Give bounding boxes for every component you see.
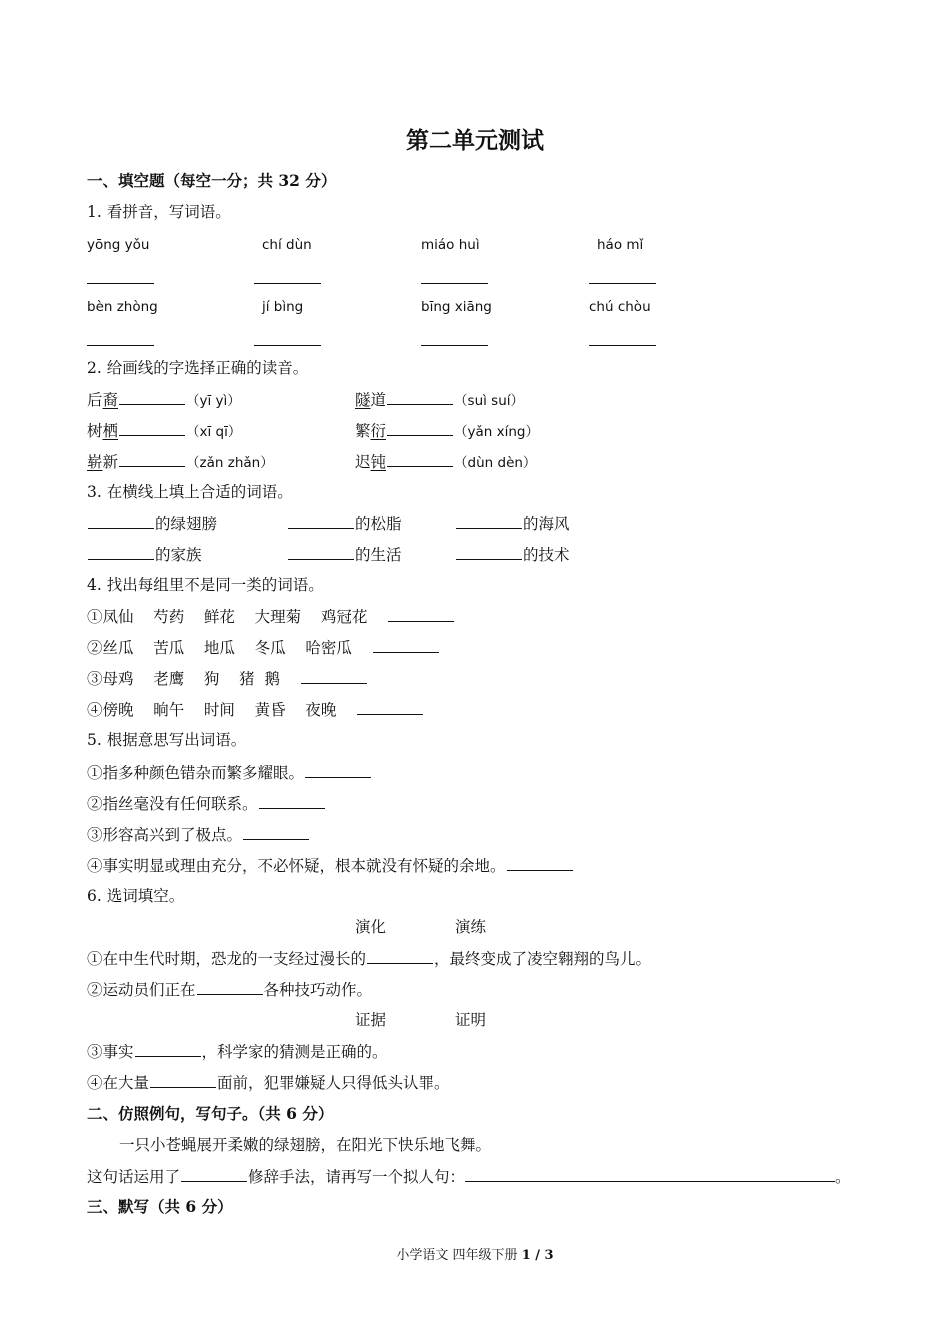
- answer-blank[interactable]: [387, 420, 453, 436]
- q3-prompt: 3. 在横线上填上合适的词语。: [87, 483, 293, 501]
- fill-item: [455, 544, 570, 565]
- sentence-part: ，科学家的猜测是正确的。: [201, 1043, 388, 1061]
- fill-sentence: [87, 948, 651, 969]
- meaning-text: ②指丝毫没有任何联系。: [87, 795, 258, 813]
- meaning-item: [87, 762, 372, 783]
- reading-options: （xī qī）: [186, 424, 242, 440]
- fill-sentence: [87, 1041, 388, 1062]
- answer-blank[interactable]: [589, 283, 656, 284]
- underlined-char: 钝: [370, 453, 387, 471]
- answer-blank[interactable]: [181, 1166, 247, 1182]
- fill-text: 的生活: [355, 546, 402, 564]
- answer-blank[interactable]: [456, 513, 522, 529]
- pinyin-6: jí bìng: [262, 299, 304, 315]
- q6-prompt: 6. 选词填空。: [87, 887, 185, 905]
- sentence-part: ①在中生代时期，恐龙的一支经过漫长的: [87, 950, 367, 968]
- reading-options: （yǎn xíng）: [454, 424, 540, 440]
- answer-blank[interactable]: [388, 606, 454, 622]
- fill-item: [455, 513, 570, 534]
- meaning-item: [87, 793, 326, 814]
- reading-options: （dùn dèn）: [454, 455, 537, 471]
- pinyin-4: háo mǐ: [597, 237, 644, 253]
- pinyin-8: chú chòu: [589, 299, 651, 315]
- answer-blank[interactable]: [254, 283, 321, 284]
- answer-blank[interactable]: [288, 544, 354, 560]
- pinyin-7: bīng xiāng: [421, 299, 492, 315]
- group-words: ④傍晚 晌午 时间 黄昏 夜晚: [87, 701, 337, 719]
- section2-heading: 二、仿照例句，写句子。（共 6 分）: [87, 1104, 334, 1123]
- answer-blank[interactable]: [421, 283, 488, 284]
- answer-blank[interactable]: [387, 451, 453, 467]
- group-words: ①凤仙 芍药 鲜花 大理菊 鸡冠花: [87, 608, 368, 626]
- char: 树: [87, 422, 103, 440]
- group-words: ②丝瓜 苦瓜 地瓜 冬瓜 哈密瓜: [87, 639, 352, 657]
- underlined-char: 崭: [87, 453, 103, 471]
- answer-blank[interactable]: [259, 793, 325, 809]
- answer-blank[interactable]: [119, 389, 185, 405]
- word-group: [87, 606, 455, 627]
- footer-text: 小学语文 四年级下册: [396, 1248, 522, 1263]
- page-number: 1 / 3: [521, 1248, 554, 1263]
- pinyin-5: bèn zhòng: [87, 299, 158, 315]
- answer-blank[interactable]: [254, 345, 321, 346]
- reading-options: （zǎn zhǎn）: [186, 455, 274, 471]
- reading-options: （suì suí）: [454, 393, 525, 409]
- q4-prompt: 4. 找出每组里不是同一类的词语。: [87, 576, 324, 594]
- answer-blank[interactable]: [243, 824, 309, 840]
- answer-blank[interactable]: [135, 1041, 201, 1057]
- reading-item: [87, 420, 241, 442]
- answer-blank[interactable]: [87, 345, 154, 346]
- imitation-task: [87, 1166, 851, 1187]
- answer-blank[interactable]: [301, 668, 367, 684]
- fill-sentence: [87, 979, 372, 1000]
- meaning-item: [87, 855, 574, 876]
- fill-sentence: [87, 1072, 450, 1093]
- answer-blank[interactable]: [387, 389, 453, 405]
- task-text: 。: [835, 1168, 851, 1186]
- char: 道: [370, 391, 387, 409]
- underlined-char: 隧: [355, 391, 371, 409]
- pinyin-3: miáo huì: [421, 237, 480, 253]
- answer-blank[interactable]: [305, 762, 371, 778]
- word-choice: 证明: [455, 1011, 487, 1029]
- answer-blank[interactable]: [373, 637, 439, 653]
- pinyin-2: chí dùn: [262, 237, 312, 253]
- answer-blank[interactable]: [288, 513, 354, 529]
- char: 繁: [355, 422, 371, 440]
- answer-blank[interactable]: [456, 544, 522, 560]
- answer-blank[interactable]: [88, 513, 154, 529]
- answer-blank[interactable]: [357, 699, 423, 715]
- underlined-char: 衍: [370, 422, 387, 440]
- section1-heading: 一、填空题（每空一分；共 32 分）: [87, 171, 337, 190]
- fill-text: 的松脂: [355, 515, 402, 533]
- meaning-text: ③形容高兴到了极点。: [87, 826, 243, 844]
- fill-text: 的技术: [523, 546, 570, 564]
- answer-blank[interactable]: [119, 451, 185, 467]
- reading-item: [355, 451, 536, 473]
- underlined-char: 栖: [102, 422, 119, 440]
- word-choice: 证据: [355, 1011, 387, 1029]
- fill-item: [287, 513, 402, 534]
- char: 后: [87, 391, 103, 409]
- fill-item: [287, 544, 402, 565]
- page-title: 第二单元测试: [406, 127, 544, 154]
- sentence-part: 各种技巧动作。: [263, 981, 373, 999]
- underlined-char: 裔: [102, 391, 119, 409]
- fill-text: 的家族: [155, 546, 202, 564]
- word-group: [87, 637, 440, 658]
- answer-line[interactable]: [465, 1166, 835, 1182]
- char: 新: [102, 453, 119, 471]
- example-sentence: 一只小苍蝇展开柔嫩的绿翅膀，在阳光下快乐地飞舞。: [119, 1136, 492, 1154]
- meaning-text: ①指多种颜色错杂而繁多耀眼。: [87, 764, 305, 782]
- answer-blank[interactable]: [197, 979, 263, 995]
- word-group: [87, 668, 368, 689]
- word-choice: 演练: [455, 918, 487, 936]
- reading-item: [87, 451, 274, 473]
- sentence-part: ③事实: [87, 1043, 134, 1061]
- task-text: 修辞手法，请再写一个拟人句：: [248, 1168, 466, 1186]
- q5-prompt: 5. 根据意思写出词语。: [87, 731, 247, 749]
- fill-text: 的海风: [523, 515, 570, 533]
- pinyin-1: yōng yǒu: [87, 237, 150, 253]
- group-words: ③母鸡 老鹰 狗 猪 鹅: [87, 670, 280, 688]
- answer-blank[interactable]: [88, 544, 154, 560]
- fill-item: [87, 513, 217, 534]
- fill-text: 的绿翅膀: [155, 515, 218, 533]
- meaning-item: [87, 824, 310, 845]
- answer-blank[interactable]: [150, 1072, 216, 1088]
- task-text: 这句话运用了: [87, 1168, 181, 1186]
- reading-item: [87, 389, 241, 411]
- answer-blank[interactable]: [87, 283, 154, 284]
- reading-options: （yī yì）: [186, 393, 241, 409]
- answer-blank[interactable]: [119, 420, 185, 436]
- reading-item: [355, 420, 539, 442]
- char: 迟: [355, 453, 371, 471]
- sentence-part: ，最终变成了凌空翱翔的鸟儿。: [434, 950, 652, 968]
- sentence-part: ④在大量: [87, 1074, 150, 1092]
- reading-item: [355, 389, 524, 411]
- q1-prompt: 1. 看拼音，写词语。: [87, 203, 231, 221]
- section3-heading: 三、默写（共 6 分）: [87, 1197, 233, 1216]
- answer-blank[interactable]: [421, 345, 488, 346]
- sentence-part: 面前，犯罪嫌疑人只得低头认罪。: [217, 1074, 450, 1092]
- q2-prompt: 2. 给画线的字选择正确的读音。: [87, 359, 309, 377]
- answer-blank[interactable]: [367, 948, 433, 964]
- answer-blank[interactable]: [507, 855, 573, 871]
- answer-blank[interactable]: [589, 345, 656, 346]
- word-group: [87, 699, 424, 720]
- word-choice: 演化: [355, 918, 387, 936]
- fill-item: [87, 544, 202, 565]
- page-footer: [0, 1247, 950, 1265]
- meaning-text: ④事实明显或理由充分，不必怀疑，根本就没有怀疑的余地。: [87, 857, 506, 875]
- sentence-part: ②运动员们正在: [87, 981, 196, 999]
